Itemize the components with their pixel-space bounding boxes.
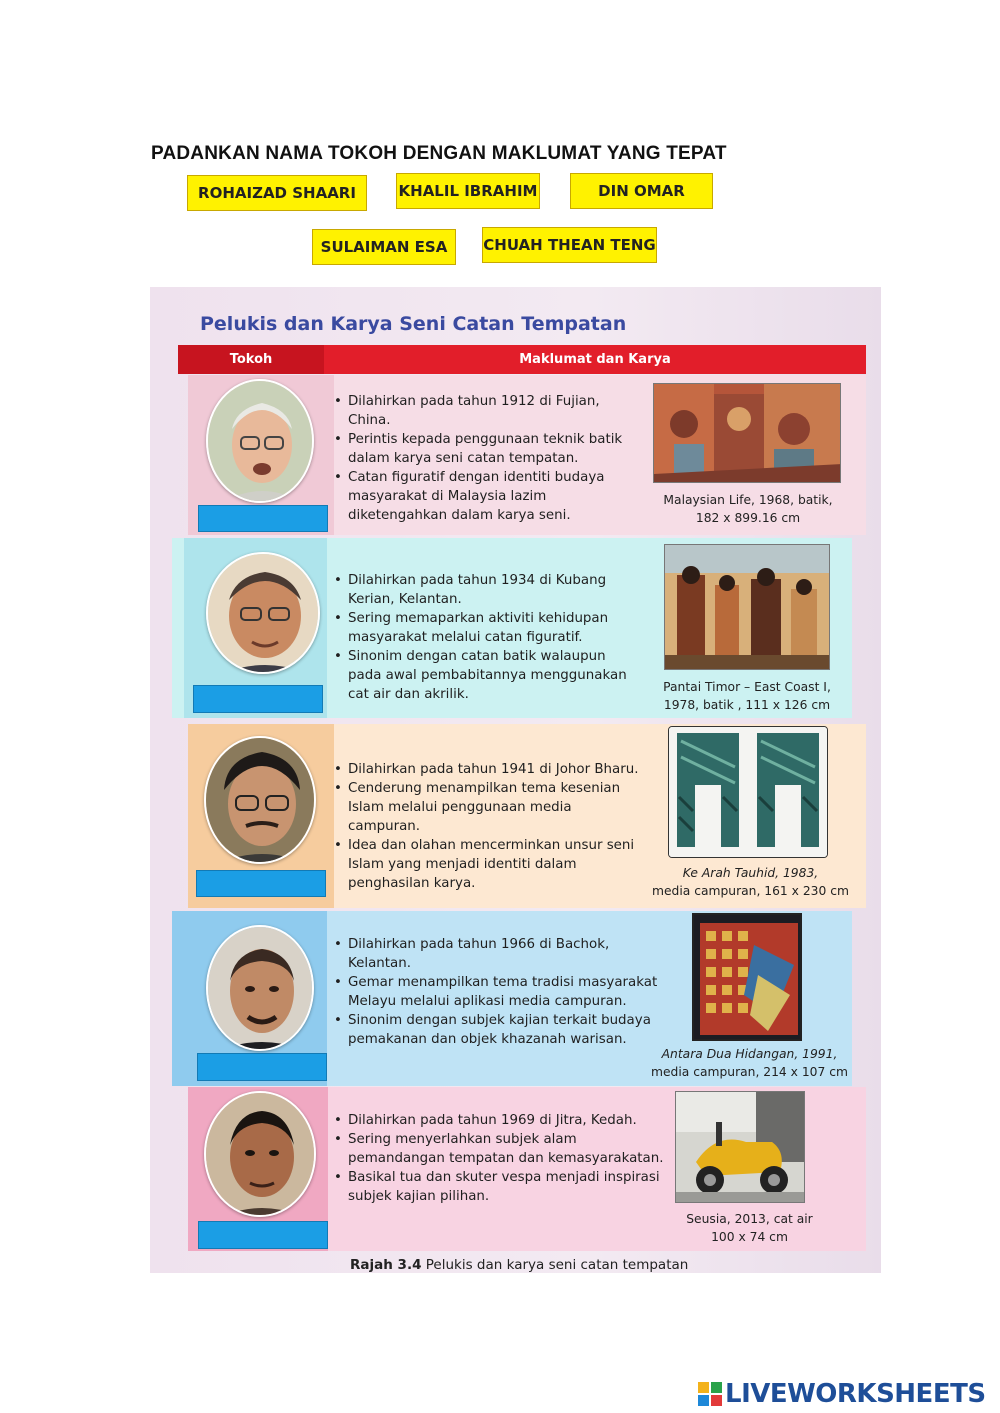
table-header xyxy=(178,345,866,374)
caption-title: Ke Arah Tauhid, 1983, xyxy=(682,866,819,880)
artwork-caption xyxy=(642,1045,857,1081)
artwork-image xyxy=(692,913,802,1041)
liveworksheets-icon xyxy=(698,1382,722,1406)
figure-label: Rajah 3.4 xyxy=(350,1257,422,1273)
name-tag-khalil-ibrahim[interactable]: KHALIL IBRAHIM xyxy=(396,173,540,209)
artwork-caption xyxy=(648,491,848,527)
artwork-caption xyxy=(643,864,858,900)
artist-row-2 xyxy=(172,538,852,718)
name-drop-box[interactable] xyxy=(198,1221,328,1249)
artist-info-list xyxy=(334,760,646,893)
caption-detail: media campuran, 161 x 230 cm xyxy=(652,884,849,898)
caption-detail: 1978, batik , 111 x 126 cm xyxy=(663,698,831,712)
caption-title: Malaysian Life, 1968, batik, xyxy=(663,493,833,507)
artist-row-1 xyxy=(188,375,866,535)
name-drop-box[interactable] xyxy=(198,505,328,532)
name-tag-din-omar[interactable]: DIN OMAR xyxy=(570,173,713,209)
figure-text: Pelukis dan karya seni catan tempatan xyxy=(421,1257,689,1273)
panel-title: Pelukis dan Karya Seni Catan Tempatan xyxy=(200,313,627,335)
info-bullet: • Dilahirkan pada tahun 1912 di Fujian, China. xyxy=(334,392,644,430)
artist-info-list xyxy=(334,935,674,1049)
header-maklumat: Maklumat dan Karya xyxy=(519,352,671,367)
info-bullet: • Gemar menampilkan tema tradisi masyarakat Melayu melalui aplikasi media campuran. xyxy=(334,973,674,1011)
name-drop-box[interactable] xyxy=(196,870,326,897)
artwork-image xyxy=(668,726,828,858)
info-bullet: • Perintis kepada penggunaan teknik batik dalam karya seni catan tempatan. xyxy=(334,430,644,468)
info-bullet: • Dilahirkan pada tahun 1966 di Bachok, Kelantan. xyxy=(334,935,674,973)
artist-row-5 xyxy=(188,1087,866,1251)
name-tag-chuah-thean-teng[interactable]: CHUAH THEAN TENG xyxy=(482,227,657,263)
artist-info-list xyxy=(334,571,634,704)
artwork-caption xyxy=(642,1210,857,1246)
info-bullet: • Idea dan olahan mencerminkan unsur seni Islam yang menjadi identiti dalam penghasilan karya. xyxy=(334,836,646,893)
info-bullet: • Dilahirkan pada tahun 1934 di Kubang Kerian, Kelantan. xyxy=(334,571,634,609)
artist-portrait xyxy=(204,1091,316,1217)
name-tag-sulaiman-esa[interactable]: SULAIMAN ESA xyxy=(312,229,456,265)
name-drop-box[interactable] xyxy=(193,685,323,713)
artist-portrait xyxy=(206,925,314,1051)
artist-portrait xyxy=(204,736,316,864)
info-bullet: • Sering memaparkan aktiviti kehidupan masyarakat melalui catan figuratif. xyxy=(334,609,634,647)
brand-name: LIVEWORKSHEETS xyxy=(725,1379,986,1409)
info-bullet: • Sinonim dengan subjek kajian terkait budaya pemakanan dan objek khazanah warisan. xyxy=(334,1011,674,1049)
artwork-image xyxy=(653,383,841,483)
artist-row-4 xyxy=(172,911,852,1086)
artwork-image xyxy=(675,1091,805,1203)
caption-detail: media campuran, 214 x 107 cm xyxy=(651,1065,848,1079)
info-bullet: • Dilahirkan pada tahun 1969 di Jitra, Kedah. xyxy=(334,1111,664,1130)
artist-portrait xyxy=(206,552,320,674)
worksheet-title: PADANKAN NAMA TOKOH DENGAN MAKLUMAT YANG TEPAT xyxy=(151,143,727,164)
info-bullet: • Basikal tua dan skuter vespa menjadi inspirasi subjek kajian pilihan. xyxy=(334,1168,664,1206)
artist-info-list xyxy=(334,392,644,525)
info-bullet: • Dilahirkan pada tahun 1941 di Johor Bharu. xyxy=(334,760,646,779)
caption-detail: 100 x 74 cm xyxy=(711,1230,788,1244)
brand-logo xyxy=(698,1378,986,1410)
caption-title: Seusia, 2013, cat air xyxy=(686,1212,813,1226)
info-bullet: • Sinonim dengan catan batik walaupun pada awal pembabitannya menggunakan cat air dan akrilik. xyxy=(334,647,634,704)
name-drop-box[interactable] xyxy=(197,1053,327,1081)
info-bullet: • Sering menyerlahkan subjek alam pemandangan tempatan dan kemasyarakatan. xyxy=(334,1130,664,1168)
info-bullet: • Cenderung menampilkan tema kesenian Islam melalui penggunaan media campuran. xyxy=(334,779,646,836)
caption-title: Antara Dua Hidangan, 1991, xyxy=(661,1047,838,1061)
artwork-caption xyxy=(647,678,847,714)
caption-detail: 182 x 899.16 cm xyxy=(695,511,801,525)
name-tag-rohaizad-shaari[interactable]: ROHAIZAD SHAARI xyxy=(187,175,367,211)
caption-title: Pantai Timor – East Coast I, xyxy=(663,680,831,694)
info-bullet: • Catan figuratif dengan identiti budaya masyarakat di Malaysia lazim diketengahkan dalam karya seni. xyxy=(334,468,644,525)
artist-row-3 xyxy=(188,724,866,908)
artist-portrait xyxy=(206,379,314,503)
figure-caption xyxy=(350,1257,688,1273)
header-tokoh: Tokoh xyxy=(178,345,324,374)
artwork-image xyxy=(664,544,830,670)
artist-info-list xyxy=(334,1111,664,1206)
